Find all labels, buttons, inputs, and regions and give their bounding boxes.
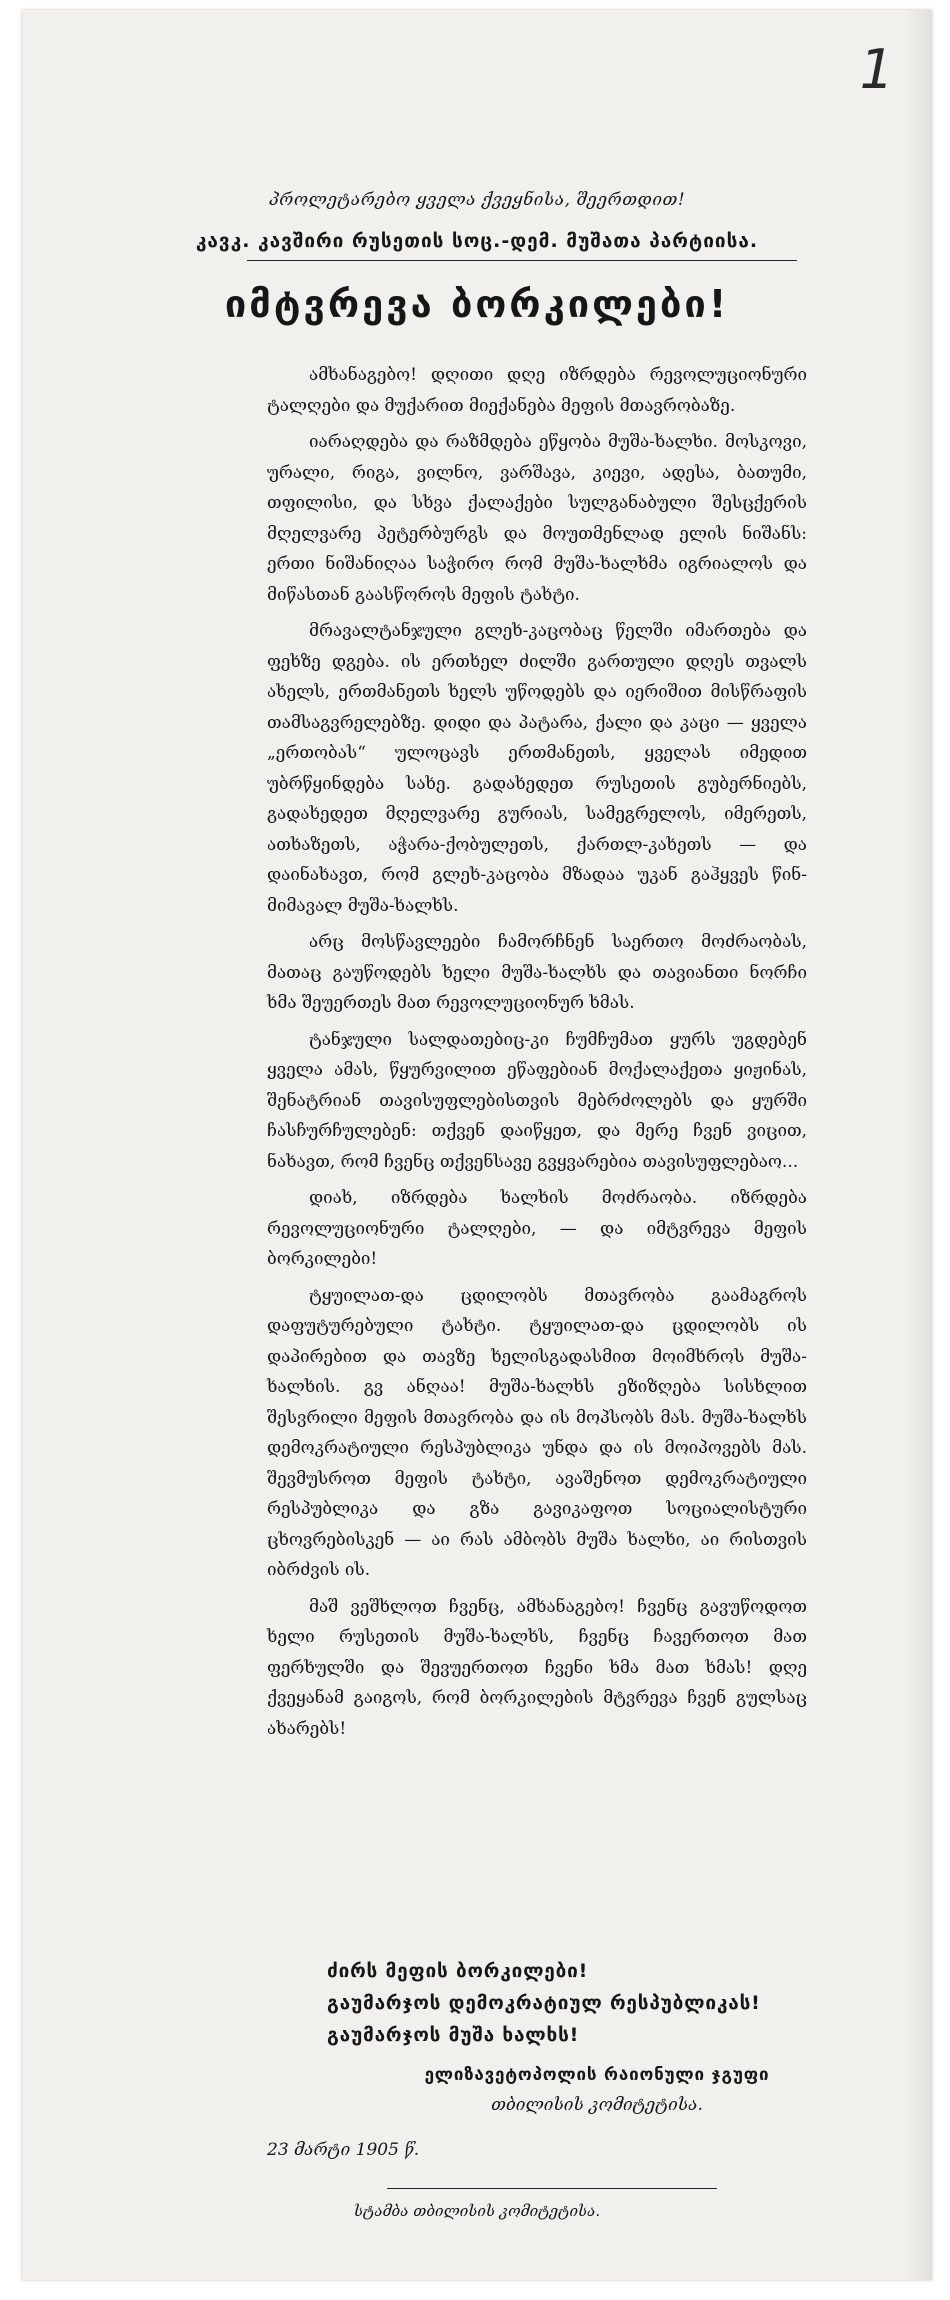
printer-imprint: სტამბა თბილისის კომიტეტისა. (353, 2202, 601, 2220)
closing-slogans (327, 1955, 887, 2051)
closing-slogan: გაუმარჯოს მუშა ხალხს! (327, 2024, 580, 2046)
paragraph: ტყუილათ-და ცდილობს მთავრობა გაამაგროს დაფუტურებული ტახტი. ტყუილათ-და ცდილობს ის დაპირებით და თავზე ხელისგადასმით მოიმხროს მუშა-ხალხის. გვ ანღაა! მუშა-ხალხს ეზიზღება სისხლით შესვრილი მეფის მთავრობა და ის მოპსობს მას. მუშა-ხალხს დემოკრატიული რესპუბლიკა უნდა და ის მოიპოვებს მას. შევმუსროთ მეფის ტახტი, ავაშენოთ დემოკრატიული რესპუბლიკა და გზა გავიკაფოთ სოციალისტური ცხოვრებისკენ — აი რას ამბობს მუშა ხალხი, აი რისთვის იბრძვის ის. (267, 1285, 807, 1580)
issue-date: 23 მარტი 1905 წ. (267, 2140, 420, 2160)
paragraph: დიახ, იზრდება ხალხის მოძრაობა. იზრდება რევოლუციონური ტალღები, — და იმტვრევა მეფის ბორკილები! (267, 1188, 807, 1269)
paragraph: ტანჯული სალდათებიც-კი ჩუმჩუმათ ყურს უგდებენ ყველა ამას, წყურვილით ეწაფებიან მოქალაქეთა ყიჟინას, შენატრიან თავისუფლებისთვის მებრძოლებს და ყურში ჩასჩურჩულებენ: თქვენ დაიწყეთ, და მერე ჩვენ ვიცით, ნახავთ, რომ ჩვენც თქვენსავე გვყვარებია თავისუფლებაო... (267, 1029, 807, 1172)
party-name: კავკ. კავშირი რუსეთის სოც.-დემ. მუშათა პარტიისა. (195, 230, 759, 252)
page-number: 1 (859, 38, 894, 101)
closing-slogan: გაუმარჯოს დემოკრატიულ რესპუბლიკას! (327, 1992, 761, 2014)
closing-slogan: ძირს მეფის ბორკილები! (327, 1960, 589, 1982)
paragraph: არც მოსწავლეები ჩამორჩნენ საერთო მოძრაობას, მათაც გაუწოდებს ხელი მუშა-ხალხს და თავიანთი ნორჩი ხმა შეუერთეს მათ რევოლუციონურ ხმას. (267, 932, 807, 1013)
leaflet-title: იმტვრევა ბორკილები! (224, 282, 730, 326)
footer-divider (387, 2188, 717, 2189)
slogan: პროლეტარებო ყველა ქვეყნისა, შეერთდით! (268, 190, 686, 210)
paragraph: მაშ ვეშხლოთ ჩვენც, ამხანაგებო! ჩვენც გავუწოდოთ ხელი რუსეთის მუშა-ხალხს, ჩვენც ჩავერთოთ მათ ფერხულში და შევუერთოთ ჩვენი ხმა მათ ხმას! დღე ქვეყანამ გაიგოს, რომ ბორკილების მტვრევა ჩვენ გულსაც ახარებს! (267, 1596, 807, 1739)
signature-organization: ელიზავეტოპოლის რაიონული ჯგუფი (424, 2065, 770, 2085)
paragraph: ამხანაგებო! დღითი დღე იზრდება რევოლუციონური ტალღები და მუქარით მიექანება მეფის მთავრობაზე. (267, 365, 807, 416)
signature-committee: თბილისის კომიტეტისა. (491, 2095, 703, 2115)
paper-fold-shadow (904, 10, 932, 2280)
paragraph: მრავალტანჯული გლეხ-კაცობაც წელში იმართება და ფეხზე დგება. ის ერთხელ ძილში გართული დღეს თვალს ახელს, ერთმანეთს ხელს უწოდებს და იერიშით მისწრაფის თამსაგვრელებზე. დიდი და პატარა, ქალი და კაცი — ყველა „ერთობას“ ულოცავს ერთმანეთს, ყველას იმედით უბრწყინდება სახე. გადახედეთ რუსეთის გუბერნიებს, გადახედეთ მღელვარე გურიას, სამეგრელოს, იმერეთს, ათხაზეთს, აჭარა-ქობულეთს, ქართლ-კახეთს — და დაინახავთ, რომ გლეხ-კაცობა მზადაა უკან გაჰყვეს წინ-მიმავალ მუშა-ხალხს. (267, 621, 807, 916)
signature-block (367, 2065, 827, 2115)
header-divider (247, 260, 797, 261)
leaflet-page (22, 10, 932, 2280)
leaflet-body (267, 360, 807, 1758)
leaflet-header (22, 190, 932, 252)
paragraph: იარაღდება და რაზმდება ეწყობა მუშა-ხალხი. მოსკოვი, ურალი, რიგა, ვილნო, ვარშავა, კიევი, ადესა, ბათუმი, თფილისი, და სხვა ქალაქები სულგანაბული შესცქერის მღელვარე პეტერბურგს და მოუთმენლად ელის ნიშანს: ერთი ნიშანიღაა საჭირო რომ მუშა-ხალხმა იგრიალოს და მიწასთან გაასწოროს მეფის ტახტი. (267, 432, 807, 605)
